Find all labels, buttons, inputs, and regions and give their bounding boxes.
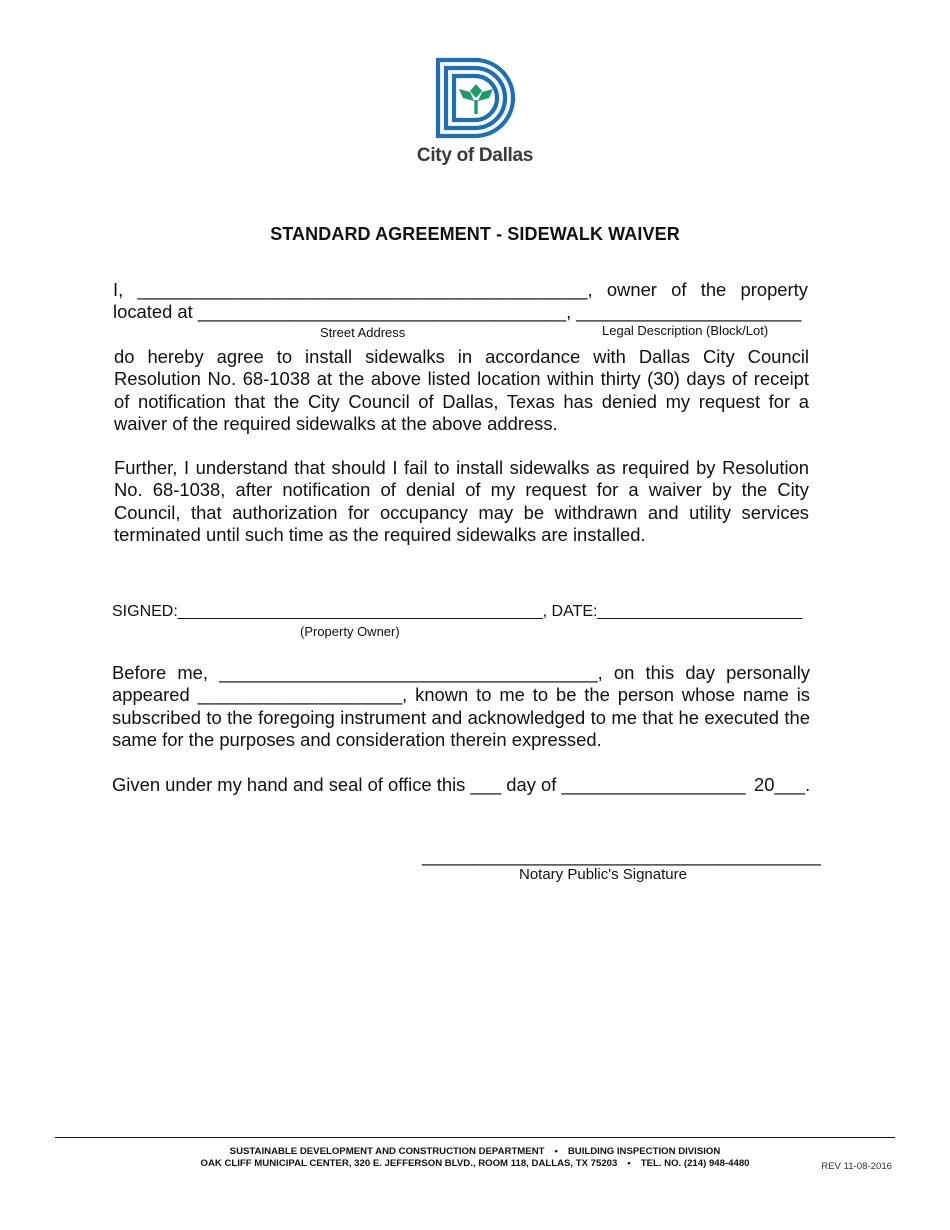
owner-name-blank: ____________________________________________,	[137, 279, 593, 300]
intro-line-1	[113, 279, 808, 301]
notary-signature-line: _______________________________________	[422, 845, 821, 866]
intro-word-property: property	[740, 279, 808, 300]
signed-date-line: SIGNED:_________________________________________, DATE:_______________________	[112, 603, 803, 620]
agreement-paragraph: do hereby agree to install sidewalks in accordance with Dallas City Council Resolution No. 68-1038 at the above listed location within thirty (30) days of receipt of notification that the City Council of Dallas, Texas has denied my request for a waiver of the required sidewalks at the above address.	[114, 346, 809, 435]
revision-code: REV 11-08-2016	[821, 1161, 892, 1172]
given-year-blank: 20___.	[754, 774, 811, 795]
logo-wordmark: City of Dallas	[416, 145, 534, 166]
city-of-dallas-logo	[400, 55, 550, 170]
further-paragraph: Further, I understand that should I fail to install sidewalks as required by Resolution No. 68-1038, after notification of denial of my request for a waiver by the City Council, that authorization for occupancy may be withdrawn and utility services terminated until such time as the required sidewalks are installed.	[114, 457, 809, 546]
given-under-hand-line	[112, 774, 746, 796]
footer-line-2	[55, 1158, 895, 1169]
notary-paragraph: Before me, _____________________________________, on this day personally appeared ____________________, known to me to be the person whose name is subscribed to the foregoing instrument and acknowledged to me that he executed the same for the purposes and consideration therein expressed.	[112, 662, 810, 751]
footer-division: BUILDING INSPECTION DIVISION	[567, 1146, 721, 1157]
page-title: STANDARD AGREEMENT - SIDEWALK WAIVER	[270, 224, 680, 244]
given-line-text: Given under my hand and seal of office this ___ day of __________________	[112, 774, 746, 795]
intro-word-the: the	[700, 279, 727, 300]
dallas-d-emblem-icon	[435, 57, 517, 141]
street-address-label: Street Address	[320, 325, 406, 340]
footer-divider	[55, 1137, 895, 1138]
notary-signature-label: Notary Public's Signature	[519, 866, 687, 883]
intro-word-of: of	[671, 279, 687, 300]
intro-word-owner: owner	[606, 279, 657, 300]
footer-address: OAK CLIFF MUNICIPAL CENTER, 320 E. JEFFERSON BLVD., ROOM 118, DALLAS, TX 75203	[200, 1158, 618, 1169]
footer-bullet: •	[627, 1158, 631, 1169]
footer-bullet: •	[554, 1146, 558, 1157]
intro-line-2: located at ____________________________________, ______________________	[113, 301, 802, 322]
legal-description-label: Legal Description (Block/Lot)	[602, 323, 769, 338]
property-owner-label: (Property Owner)	[300, 624, 400, 639]
footer-line-1	[55, 1146, 895, 1157]
footer-phone: TEL. NO. (214) 948-4480	[640, 1158, 750, 1169]
footer-department: SUSTAINABLE DEVELOPMENT AND CONSTRUCTION DEPARTMENT	[229, 1146, 545, 1157]
intro-pronoun: I,	[113, 279, 124, 300]
